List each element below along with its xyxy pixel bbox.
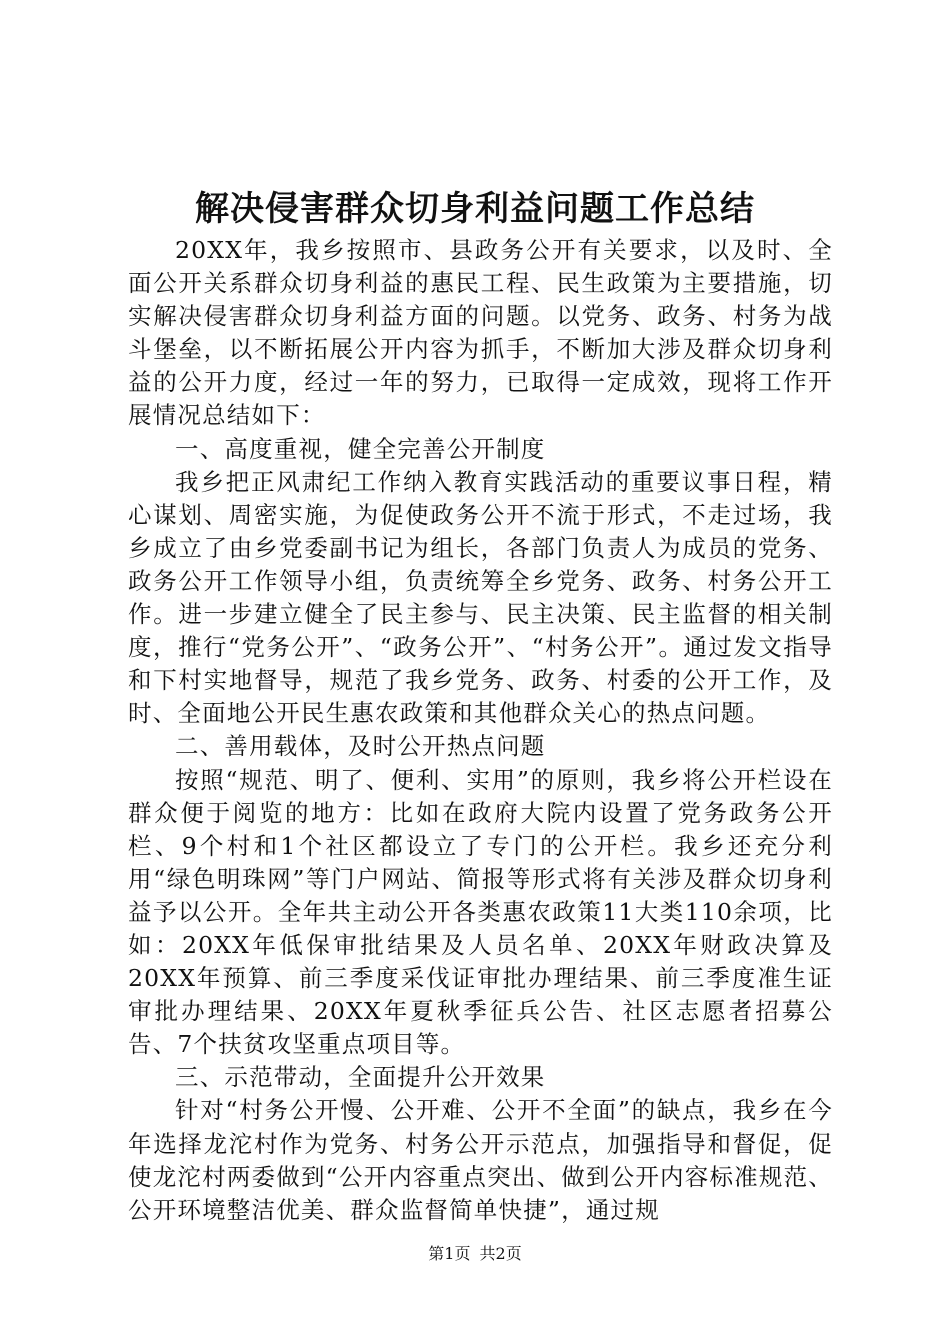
document-body <box>128 234 833 1227</box>
page-total: 共2页 <box>479 1244 522 1263</box>
intro-paragraph: 20XX年，我乡按照市、县政务公开有关要求，以及时、全面公开关系群众切身利益的惠民工程、民生政策为主要措施，切实解决侵害群众切身利益方面的问题。以党务、政务、村务为战斗堡垒，以不断拓展公开内容为抓手，不断加大涉及群众切身利益的公开力度，经过一年的努力，已取得一定成效，现将工作开展情况总结如下： <box>128 236 833 430</box>
section-1-paragraph: 我乡把正风肃纪工作纳入教育实践活动的重要议事日程，精心谋划、周密实施，为促使政务公开不流于形式，不走过场，我乡成立了由乡党委副书记为组长，各部门负责人为成员的党务、政务公开工作领导小组，负责统筹全乡党务、政务、村务公开工作。进一步建立健全了民主参与、民主决策、民主监督的相关制度，推行“党务公开”、“政务公开”、“村务公开”。通过发文指导和下村实地督导，规范了我乡党务、政务、村委的公开工作，及时、全面地公开民生惠农政策和其他群众关心的热点问题。 <box>128 467 833 728</box>
page-number: 第1页 <box>428 1244 471 1263</box>
section-2-paragraph: 按照“规范、明了、便利、实用”的原则，我乡将公开栏设在群众便于阅览的地方：比如在政府大院内设置了党务政务公开栏、9个村和1个社区都设立了专门的公开栏。我乡还充分利用“绿色明珠网”等门户网站、简报等形式将有关涉及群众切身利益予以公开。全年共主动公开各类惠农政策11大类110余项，比如：20XX年低保审批结果及人员名单、20XX年财政决算及20XX年预算、前三季度采伐证审批办理结果、前三季度准生证审批办理结果、20XX年夏秋季征兵公告、社区志愿者招募公告、7个扶贫攻坚重点项目等。 <box>128 765 833 1059</box>
document-title: 解决侵害群众切身利益问题工作总结 <box>195 189 755 229</box>
section-heading-2: 二、善用载体，及时公开热点问题 <box>175 732 546 761</box>
section-heading-3: 三、示范带动，全面提升公开效果 <box>175 1063 546 1092</box>
section-heading-1: 一、高度重视，健全完善公开制度 <box>175 434 546 463</box>
section-3-paragraph: 针对“村务公开慢、公开难、公开不全面”的缺点，我乡在今年选择龙沱村作为党务、村务公开示范点，加强指导和督促，促使龙沱村两委做到“公开内容重点突出、做到公开内容标准规范、公开环境整洁优美、群众监督简单快捷”，通过规 <box>128 1096 833 1224</box>
page-footer <box>0 1244 950 1264</box>
